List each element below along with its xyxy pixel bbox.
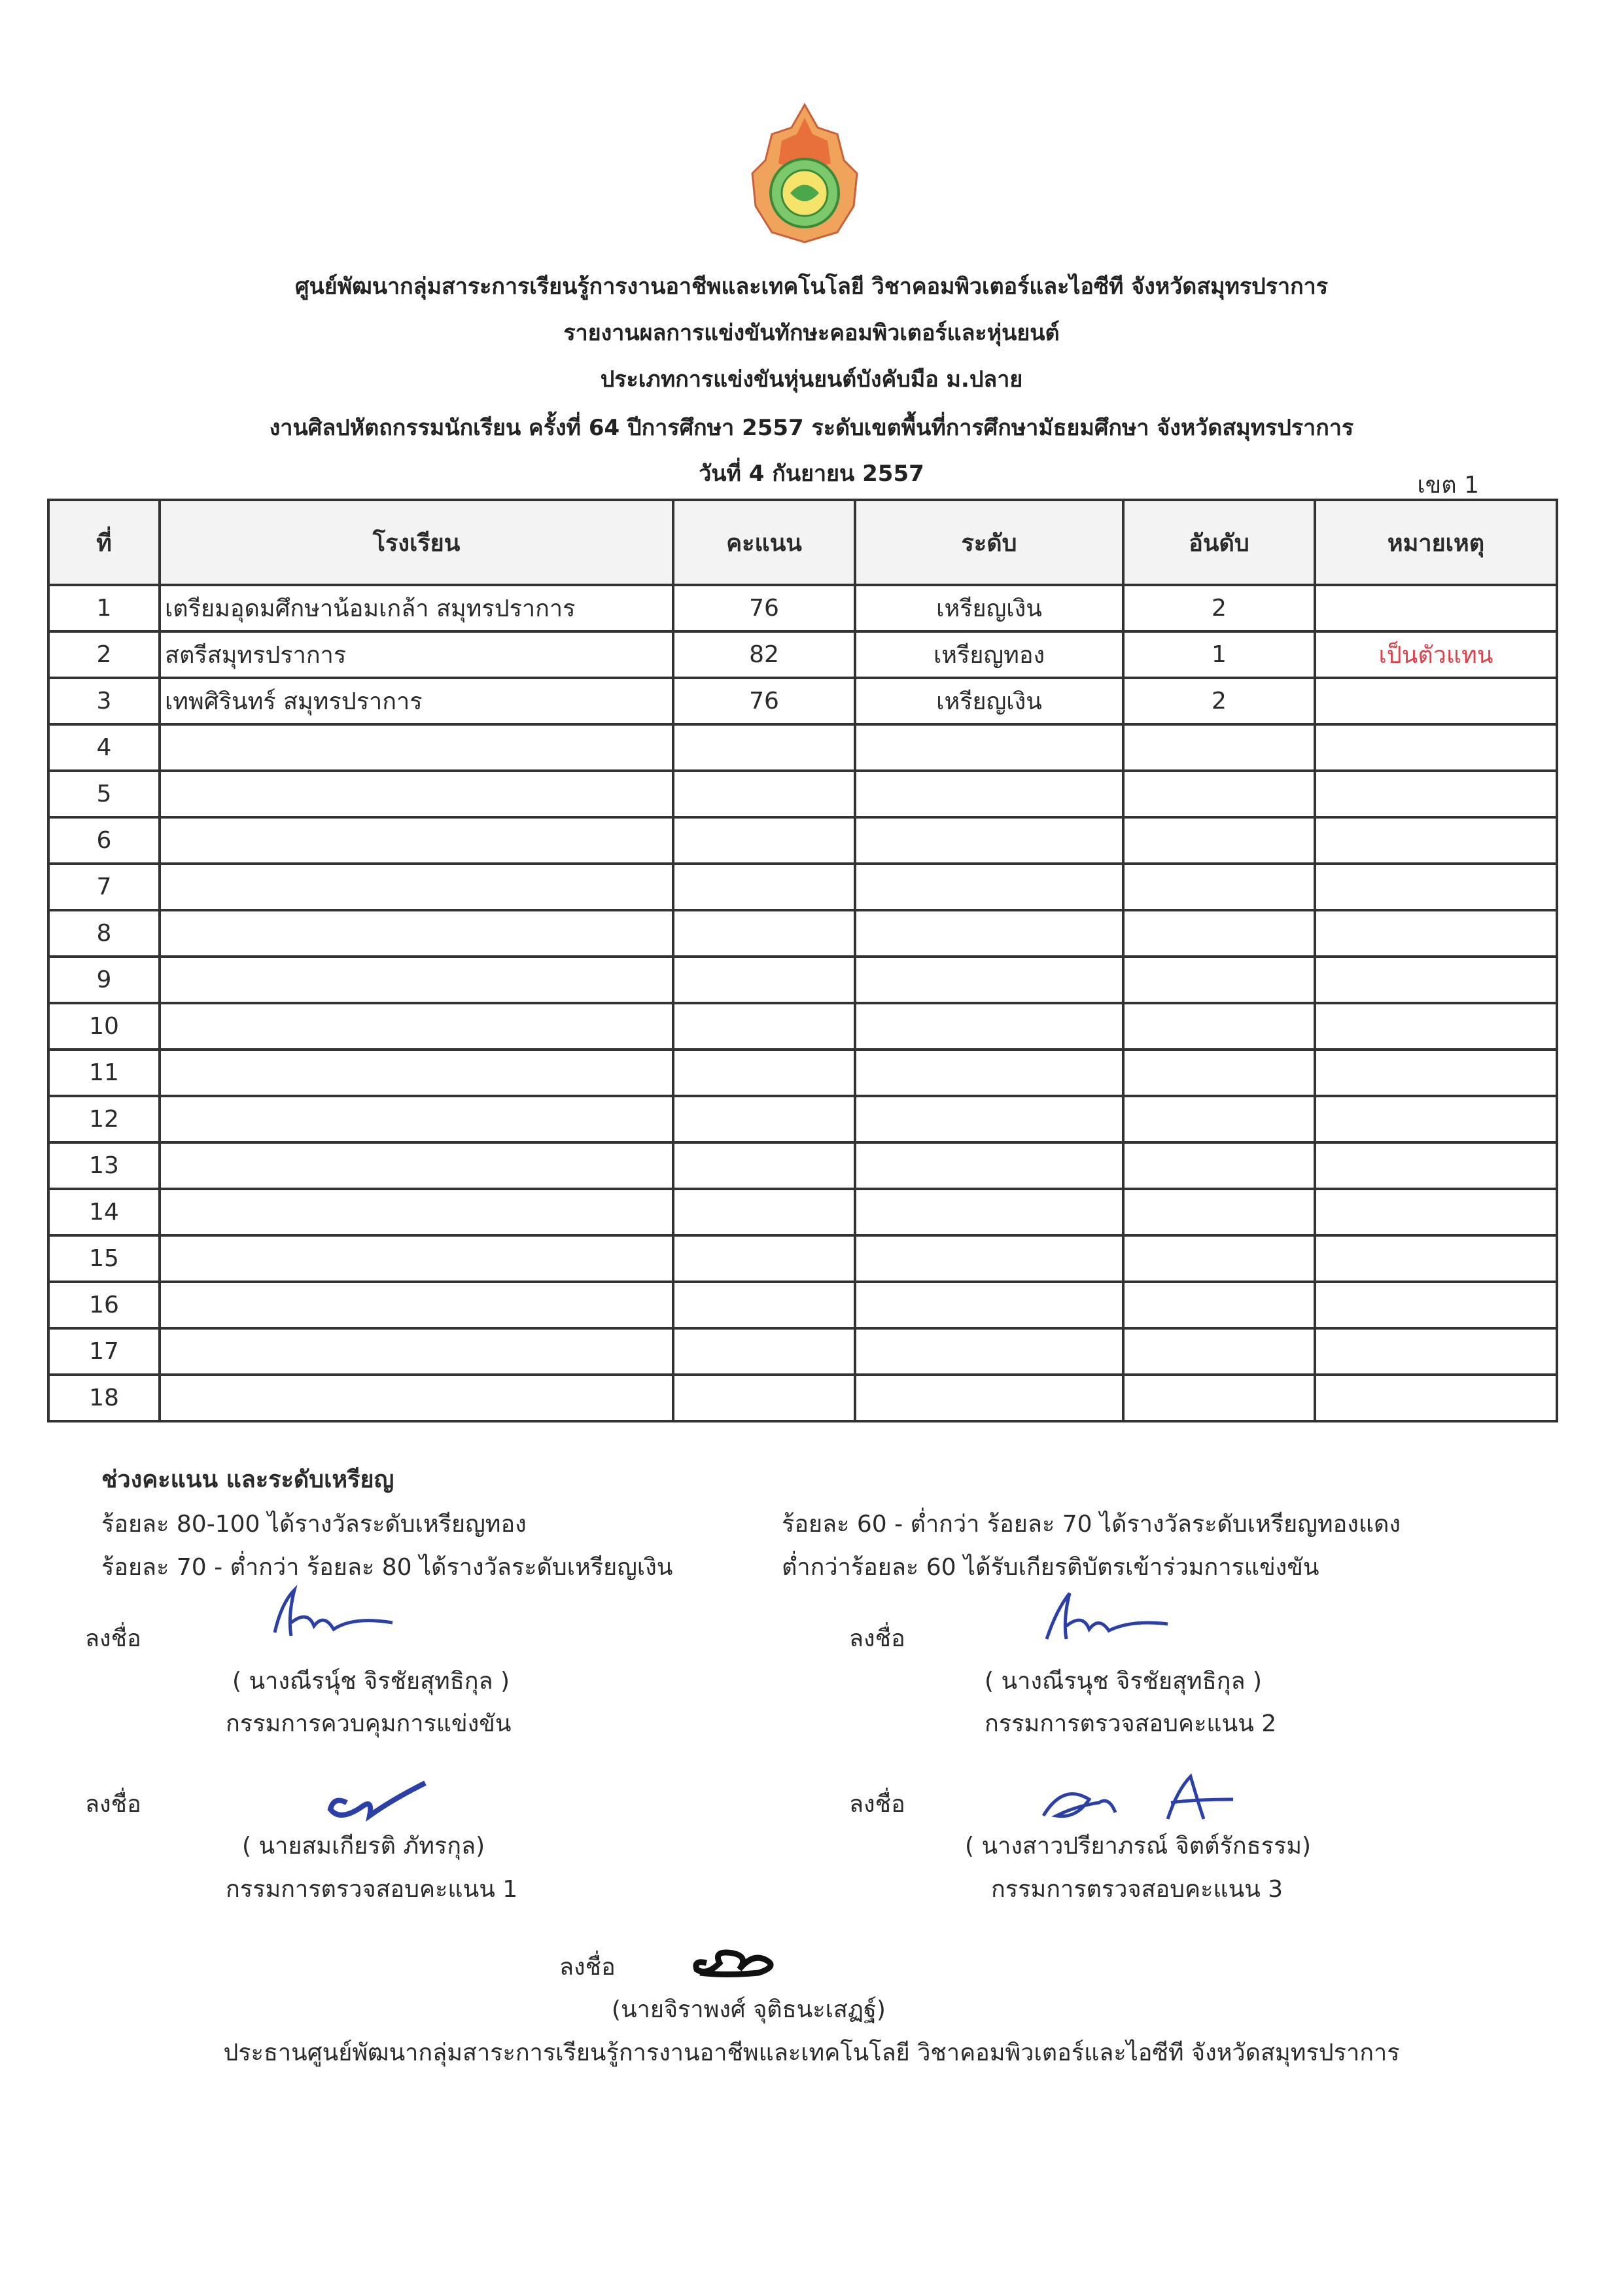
rank-cell (1123, 910, 1315, 957)
medal-level-cell (855, 864, 1123, 910)
table-row (48, 864, 1557, 910)
score-cell (673, 817, 855, 864)
rank-cell (1123, 1235, 1315, 1282)
row-number-cell: 16 (48, 1282, 160, 1328)
medal-level-cell (855, 957, 1123, 1003)
score-cell: 82 (673, 631, 855, 678)
col-header-level: ระดับ (855, 500, 1123, 585)
sig3-sign-label: ลงชื่อ (85, 1791, 141, 1818)
table-row (48, 817, 1557, 864)
sig4-sign-label: ลงชื่อ (849, 1791, 905, 1818)
table-row (48, 1328, 1557, 1375)
note-cell (1315, 910, 1557, 957)
sig1-role: กรรมการควบคุมการแข่งขัน (226, 1710, 512, 1737)
table-row (48, 1142, 1557, 1189)
sig2-name: ( นางณีรนุช จิรชัยสุทธิกุล ) (985, 1668, 1263, 1695)
rank-cell (1123, 1282, 1315, 1328)
score-cell (673, 1328, 855, 1375)
school-name-cell (160, 910, 673, 957)
score-cell (673, 1189, 855, 1235)
note-cell (1315, 1282, 1557, 1328)
row-number-cell: 3 (48, 678, 160, 724)
rank-cell (1123, 1189, 1315, 1235)
medal-level-cell (855, 724, 1123, 771)
table-row (48, 678, 1557, 724)
sig2-role: กรรมการตรวจสอบคะแนน 2 (985, 1710, 1277, 1737)
medal-level-cell (855, 1096, 1123, 1142)
rank-cell: 2 (1123, 585, 1315, 631)
header-center-name: ศูนย์พัฒนากลุ่มสาระการเรียนรู้การงานอาชีพและเทคโนโลยี วิชาคอมพิวเตอร์และไอซีที จังหวัดสมุทรปราการ (294, 274, 1329, 300)
rank-cell (1123, 724, 1315, 771)
chair-name: (นายจิราพงศ์ จุติธนะเสฏฐ์) (612, 1996, 886, 2023)
row-number-cell: 7 (48, 864, 160, 910)
note-cell (1315, 678, 1557, 724)
score-cell (673, 1003, 855, 1050)
medal-level-cell (855, 771, 1123, 817)
header-date: วันที่ 4 กันยายน 2557 (699, 461, 924, 487)
score-cell (673, 724, 855, 771)
school-name-cell (160, 1375, 673, 1421)
rank-cell (1123, 1050, 1315, 1096)
table-row (48, 1096, 1557, 1142)
note-cell (1315, 817, 1557, 864)
score-cell (673, 1142, 855, 1189)
note-cell (1315, 1003, 1557, 1050)
rank-cell: 2 (1123, 678, 1315, 724)
note-cell (1315, 771, 1557, 817)
row-number-cell: 1 (48, 585, 160, 631)
row-number-cell: 13 (48, 1142, 160, 1189)
note-cell (1315, 1328, 1557, 1375)
note-cell (1315, 1375, 1557, 1421)
rank-cell (1123, 957, 1315, 1003)
score-cell (673, 864, 855, 910)
table-row (48, 1050, 1557, 1096)
school-name-cell (160, 724, 673, 771)
score-cell (673, 957, 855, 1003)
table-row (48, 1189, 1557, 1235)
row-number-cell: 15 (48, 1235, 160, 1282)
score-cell (673, 1096, 855, 1142)
school-name-cell: เตรียมอุดมศึกษาน้อมเกล้า สมุทรปราการ (160, 585, 673, 631)
medal-level-cell (855, 1375, 1123, 1421)
row-number-cell: 8 (48, 910, 160, 957)
medal-level-cell (855, 1235, 1123, 1282)
row-number-cell: 11 (48, 1050, 160, 1096)
medal-level-cell: เหรียญเงิน (855, 585, 1123, 631)
note-cell (1315, 1189, 1557, 1235)
sig4-name: ( นางสาวปรียาภรณ์ จิตต์รักธรรม) (965, 1833, 1312, 1860)
medal-level-cell (855, 1189, 1123, 1235)
sig3-role: กรรมการตรวจสอบคะแนน 1 (226, 1876, 518, 1903)
rank-cell (1123, 864, 1315, 910)
note-cell (1315, 585, 1557, 631)
rank-cell (1123, 1096, 1315, 1142)
note-cell (1315, 1142, 1557, 1189)
table-row (48, 1375, 1557, 1421)
school-name-cell (160, 1235, 673, 1282)
sig4-role: กรรมการตรวจสอบคะแนน 3 (991, 1876, 1283, 1903)
table-header-row (48, 500, 1557, 585)
school-name-cell (160, 957, 673, 1003)
medal-level-cell (855, 1282, 1123, 1328)
table-row (48, 1282, 1557, 1328)
score-cell (673, 1282, 855, 1328)
header-event-info: งานศิลปหัตถกรรมนักเรียน ครั้งที่ 64 ปีการศึกษา 2557 ระดับเขตพื้นที่การศึกษามัธยมศึกษา จังหวัดสมุทรปราการ (269, 415, 1354, 441)
rank-cell: 1 (1123, 631, 1315, 678)
note-cell (1315, 1050, 1557, 1096)
row-number-cell: 4 (48, 724, 160, 771)
chair-role: ประธานศูนย์พัฒนากลุ่มสาระการเรียนรู้การงานอาชีพและเทคโนโลยี วิชาคอมพิวเตอร์และไอซีที จังหวัดสมุทรปราการ (223, 2040, 1400, 2066)
score-cell (673, 910, 855, 957)
rank-cell (1123, 1328, 1315, 1375)
table-row (48, 631, 1557, 678)
medal-level-cell (855, 1142, 1123, 1189)
school-name-cell (160, 771, 673, 817)
score-cell (673, 1375, 855, 1421)
zone-label: เขต 1 (1417, 472, 1479, 499)
col-header-note: หมายเหตุ (1315, 500, 1557, 585)
row-number-cell: 2 (48, 631, 160, 678)
table-row (48, 957, 1557, 1003)
medal-level-cell (855, 817, 1123, 864)
criteria-bronze: ร้อยละ 60 - ต่ำกว่า ร้อยละ 70 ได้รางวัลระดับเหรียญทองแดง (782, 1511, 1401, 1538)
school-name-cell (160, 817, 673, 864)
header-report-title: รายงานผลการแข่งขันทักษะคอมพิวเตอร์และหุ่นยนต์ (563, 320, 1060, 346)
rank-cell (1123, 817, 1315, 864)
sig3-name: ( นายสมเกียรติ ภัทรกุล) (242, 1833, 485, 1860)
sig2-handwritten-signature (1034, 1583, 1178, 1649)
rank-cell (1123, 1142, 1315, 1189)
row-number-cell: 9 (48, 957, 160, 1003)
medal-level-cell (855, 1328, 1123, 1375)
note-cell: เป็นตัวแทน (1315, 631, 1557, 678)
row-number-cell: 6 (48, 817, 160, 864)
sig1-handwritten-signature (262, 1577, 406, 1649)
sig3-handwritten-signature (321, 1773, 438, 1832)
note-cell (1315, 724, 1557, 771)
row-number-cell: 10 (48, 1003, 160, 1050)
note-cell (1315, 957, 1557, 1003)
col-header-school: โรงเรียน (160, 500, 673, 585)
table-row (48, 910, 1557, 957)
score-cell (673, 771, 855, 817)
header-competition-type: ประเภทการแข่งขันหุ่นยนต์บังคับมือ ม.ปลาย (600, 366, 1023, 393)
score-cell (673, 1235, 855, 1282)
criteria-gold: ร้อยละ 80-100 ได้รางวัลระดับเหรียญทอง (101, 1511, 527, 1538)
row-number-cell: 18 (48, 1375, 160, 1421)
row-number-cell: 5 (48, 771, 160, 817)
school-name-cell (160, 1050, 673, 1096)
medal-level-cell: เหรียญทอง (855, 631, 1123, 678)
note-cell (1315, 1235, 1557, 1282)
table-row (48, 1235, 1557, 1282)
note-cell (1315, 1096, 1557, 1142)
table-row (48, 1003, 1557, 1050)
table-row (48, 585, 1557, 631)
school-name-cell (160, 864, 673, 910)
medal-level-cell (855, 910, 1123, 957)
row-number-cell: 12 (48, 1096, 160, 1142)
sig1-sign-label: ลงชื่อ (85, 1625, 141, 1652)
col-header-rank: อันดับ (1123, 500, 1315, 585)
medal-level-cell (855, 1003, 1123, 1050)
school-name-cell (160, 1096, 673, 1142)
chair-handwritten-signature (687, 1937, 792, 1983)
school-name-cell: สตรีสมุทรปราการ (160, 631, 673, 678)
rank-cell (1123, 771, 1315, 817)
sig4-handwritten-signature (1037, 1770, 1246, 1835)
school-name-cell (160, 1189, 673, 1235)
col-header-score: คะแนน (673, 500, 855, 585)
row-number-cell: 14 (48, 1189, 160, 1235)
score-cell: 76 (673, 678, 855, 724)
medal-level-cell (855, 1050, 1123, 1096)
criteria-silver: ร้อยละ 70 - ต่ำกว่า ร้อยละ 80 ได้รางวัลระดับเหรียญเงิน (101, 1554, 673, 1581)
chair-sign-label: ลงชื่อ (559, 1954, 616, 1981)
school-name-cell (160, 1142, 673, 1189)
row-number-cell: 17 (48, 1328, 160, 1375)
school-name-cell (160, 1282, 673, 1328)
school-name-cell: เทพศิรินทร์ สมุทรปราการ (160, 678, 673, 724)
sig1-name: ( นางณีรนุ์ช จิรชัยสุทธิกุล ) (232, 1668, 510, 1695)
ministry-emblem-logo (739, 101, 870, 245)
note-cell (1315, 864, 1557, 910)
school-name-cell (160, 1003, 673, 1050)
results-table-body (48, 585, 1557, 1421)
score-cell: 76 (673, 585, 855, 631)
results-table (47, 499, 1558, 1422)
score-cell (673, 1050, 855, 1096)
sig2-sign-label: ลงชื่อ (849, 1625, 905, 1652)
col-header-no: ที่ (48, 500, 160, 585)
criteria-participation: ต่ำกว่าร้อยละ 60 ได้รับเกียรติบัตรเข้าร่วมการแข่งขัน (782, 1554, 1319, 1581)
rank-cell (1123, 1375, 1315, 1421)
medal-level-cell: เหรียญเงิน (855, 678, 1123, 724)
criteria-title: ช่วงคะแนน และระดับเหรียญ (101, 1466, 394, 1493)
school-name-cell (160, 1328, 673, 1375)
table-row (48, 724, 1557, 771)
rank-cell (1123, 1003, 1315, 1050)
table-row (48, 771, 1557, 817)
